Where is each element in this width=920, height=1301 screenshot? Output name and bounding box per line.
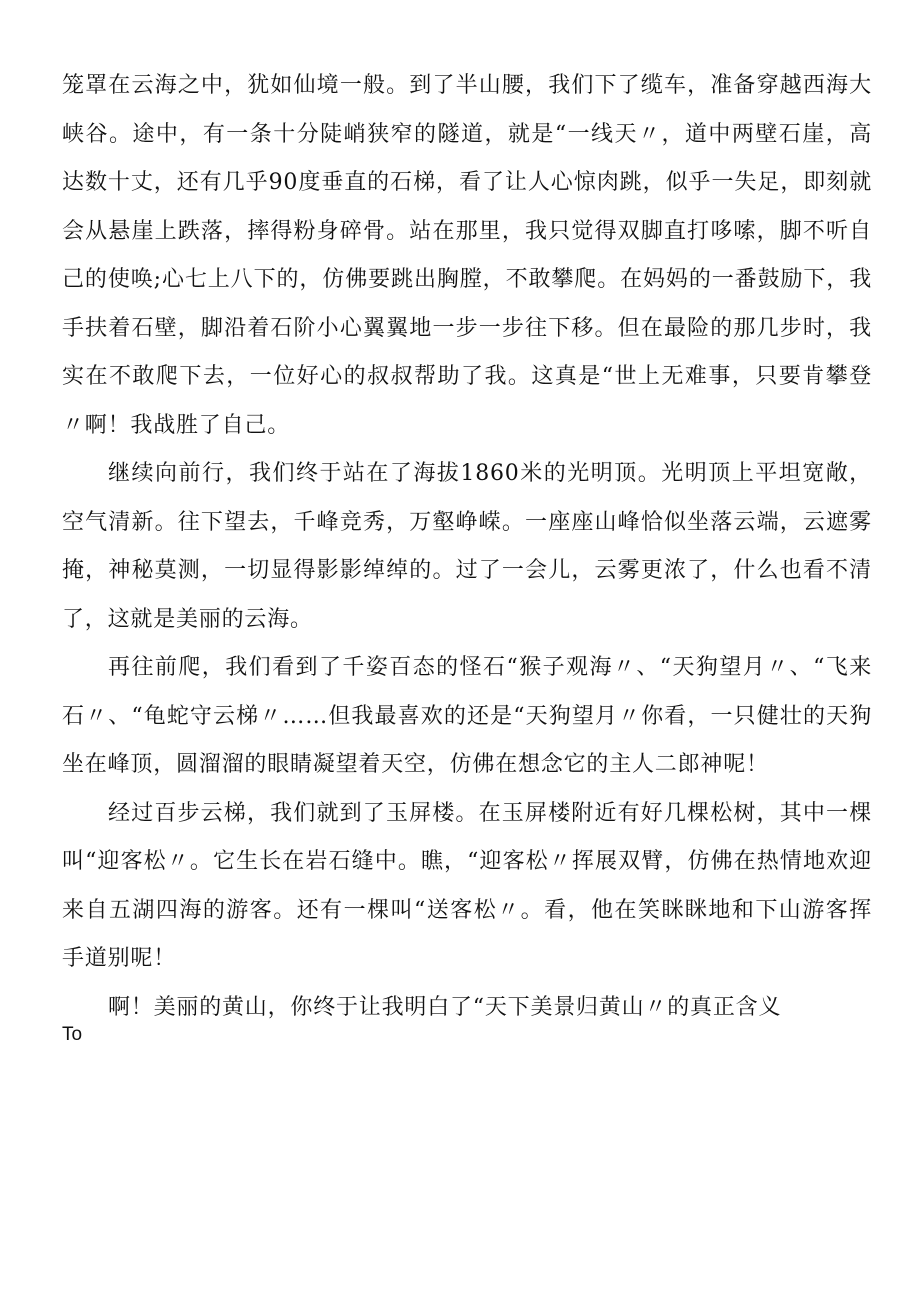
paragraph-4: 经过百步云梯，我们就到了玉屏楼。在玉屏楼附近有好几棵松树，其中一棵叫“迎客松〃。它生长在岩石缝中。瞧，“迎客松〃挥展双臂，仿佛在热情地欢迎来自五湖四海的游客。还有一棵叫“送客松〃。看，他在笑眯眯地和下山游客挥手道别呢！	[62, 800, 872, 971]
paragraph-1: 笼罩在云海之中，犹如仙境一般。到了半山腰，我们下了缆车，准备穿越西海大峡谷。途中，有一条十分陡峭狭窄的隧道，就是“一线天〃，道中两壁石崖，高达数十丈，还有几乎90度垂直的石梯，看了让人心惊肉跳，似乎一失足，即刻就会从悬崖上跌落，摔得粉身碎骨。站在那里，我只觉得双脚直打哆嗦，脚不听自己的使唤;心七上八下的，仿佛要跳出胸膛，不敢攀爬。在妈妈的一番鼓励下，我手扶着石壁，脚沿着石阶小心翼翼地一步一步往下移。但在最险的那几步时，我实在不敢爬下去，一位好心的叔叔帮助了我。这真是“世上无难事，只要肯攀登〃啊！我战胜了自己。	[62, 73, 872, 438]
paragraph-2: 继续向前行，我们终于站在了海拔1860米的光明顶。光明顶上平坦宽敞，空气清新。往下望去，千峰竞秀，万壑峥嵘。一座座山峰恰似坐落云端，云遮雾掩，神秘莫测，一切显得影影绰绰的。过了一会儿，云雾更浓了，什么也看不清了，这就是美丽的云海。	[62, 461, 872, 632]
paragraph-3: 再往前爬，我们看到了千姿百态的怪石“猴子观海〃、“天狗望月〃、“飞来石〃、“龟蛇守云梯〃……但我最喜欢的还是“天狗望月〃你看，一只健壮的天狗坐在峰顶，圆溜溜的眼睛凝望着天空，仿佛在想念它的主人二郎神呢！	[62, 655, 872, 777]
trailing-text: To	[62, 1024, 83, 1045]
paragraph-5: 啊！美丽的黄山，你终于让我明白了“天下美景归黄山〃的真正含义	[108, 994, 782, 1020]
body-text	[62, 62, 872, 1032]
